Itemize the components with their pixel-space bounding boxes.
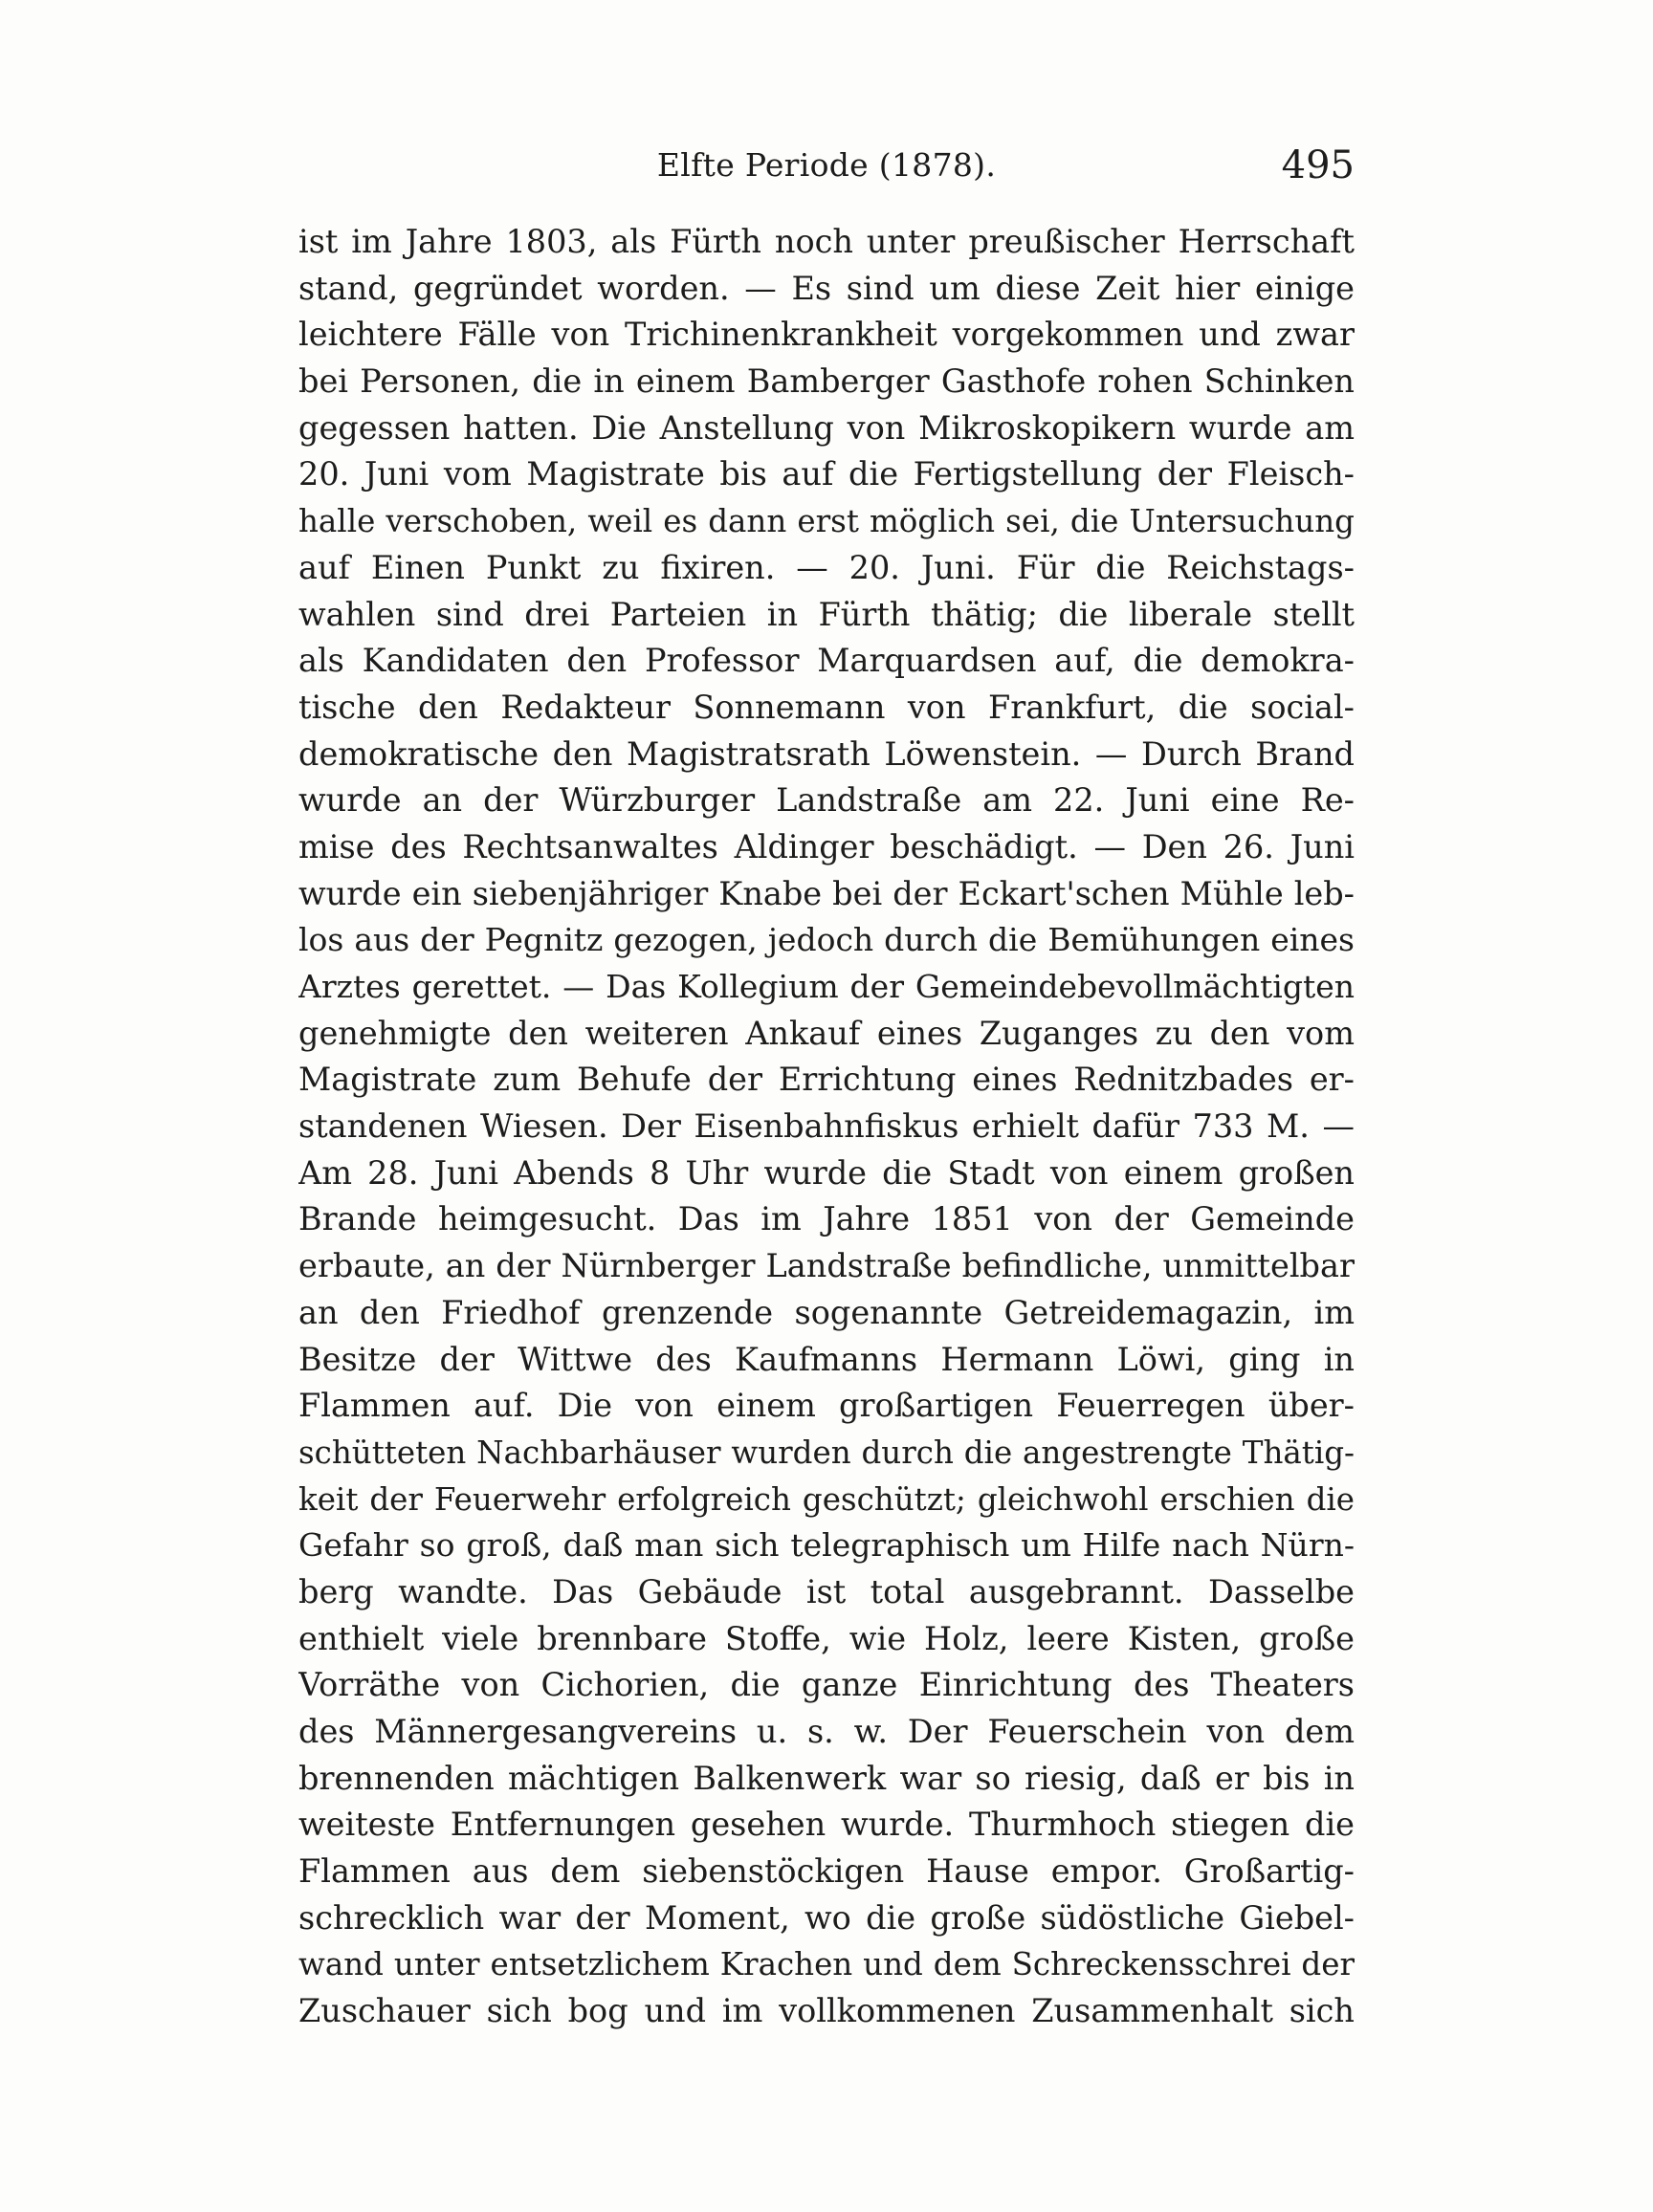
text-line: stand, gegründet worden. — Es sind um diese Zeit hier einige <box>298 269 1355 307</box>
text-line: wahlen sind drei Parteien in Fürth thätig; die liberale stellt <box>298 595 1355 633</box>
text-line: standenen Wiesen. Der Eisenbahnfiskus erhielt dafür 733 M. — <box>298 1107 1355 1146</box>
text-line: brennenden mächtigen Balkenwerk war so riesig, daß er bis in <box>298 1759 1355 1797</box>
text-line: erbaute, an der Nürnberger Landstraße befindliche, unmittelbar <box>298 1247 1355 1285</box>
text-line: schrecklich war der Moment, wo die große südöstliche Giebel- <box>298 1898 1355 1937</box>
text-line: mise des Rechtsanwaltes Aldinger beschädigt. — Den 26. Juni <box>298 827 1355 865</box>
text-line: keit der Feuerwehr erfolgreich geschützt; gleichwohl erschien die <box>298 1480 1355 1518</box>
text-line: an den Friedhof grenzende sogenannte Getreidemagazin, im <box>298 1293 1355 1331</box>
page-number: 495 <box>1281 143 1355 187</box>
text-line: Flammen auf. Die von einem großartigen Feuerregen über- <box>298 1387 1355 1425</box>
text-line: wurde an der Würzburger Landstraße am 22. Juni eine Re- <box>298 781 1355 820</box>
running-head <box>298 142 1355 189</box>
text-line: enthielt viele brennbare Stoffe, wie Holz, leere Kisten, große <box>298 1619 1355 1657</box>
body-text <box>298 219 1355 2035</box>
text-line: schütteten Nachbarhäuser wurden durch die angestrengte Thätig- <box>298 1434 1355 1471</box>
text-line: gegessen hatten. Die Anstellung von Mikroskopikern wurde am <box>298 408 1355 447</box>
text-line: berg wandte. Das Gebäude ist total ausgebrannt. Dasselbe <box>298 1572 1355 1610</box>
text-line: wand unter entsetzlichem Krachen und dem Schreckensschrei der <box>298 1946 1355 1983</box>
text-line: Flammen aus dem siebenstöckigen Hause empor. Großartig- <box>298 1852 1355 1891</box>
text-line: als Kandidaten den Professor Marquardsen auf, die demokra- <box>298 642 1355 680</box>
text-line: Arztes gerettet. — Das Kollegium der Gemeindebevollmächtigten <box>298 968 1355 1005</box>
text-line: los aus der Pegnitz gezogen, jedoch durch die Bemühungen eines <box>298 921 1355 959</box>
running-title: Elfte Periode (1878). <box>656 146 997 184</box>
text-line: Vorräthe von Cichorien, die ganze Einrichtung des Theaters <box>298 1666 1355 1704</box>
text-line: demokratische den Magistratsrath Löwenstein. — Durch Brand <box>298 734 1355 773</box>
text-line: ist im Jahre 1803, als Fürth noch unter preußischer Herrschaft <box>298 223 1355 260</box>
text-line: Besitze der Wittwe des Kaufmanns Hermann Löwi, ging in <box>298 1340 1355 1378</box>
text-line: auf Einen Punkt zu fixiren. — 20. Juni. Für die Reichstags- <box>298 548 1355 586</box>
text-line: leichtere Fälle von Trichinenkrankheit vorgekommen und zwar <box>298 316 1355 354</box>
text-line: Brande heimgesucht. Das im Jahre 1851 von der Gemeinde <box>298 1200 1355 1238</box>
text-line: wurde ein siebenjähriger Knabe bei der Eckart'schen Mühle leb- <box>298 874 1355 912</box>
text-line: bei Personen, die in einem Bamberger Gasthofe rohen Schinken <box>298 362 1355 401</box>
text-line: des Männergesangvereins u. s. w. Der Feuerschein von dem <box>298 1713 1355 1750</box>
text-line: tische den Redakteur Sonnemann von Frankfurt, die social- <box>298 688 1355 726</box>
text-line: Magistrate zum Behufe der Errichtung eines Rednitzbades er- <box>298 1061 1355 1099</box>
text-line: Zuschauer sich bog und im vollkommenen Zusammenhalt sich <box>298 1992 1355 2030</box>
text-line: weiteste Entfernungen gesehen wurde. Thurmhoch stiegen die <box>298 1806 1355 1844</box>
text-line: 20. Juni vom Magistrate bis auf die Fertigstellung der Fleisch- <box>298 455 1355 493</box>
text-line: Gefahr so groß, daß man sich telegraphisch um Hilfe nach Nürn- <box>298 1526 1355 1565</box>
text-line: halle verschoben, weil es dann erst möglich sei, die Untersuchung <box>298 503 1355 540</box>
text-line: Am 28. Juni Abends 8 Uhr wurde die Stadt von einem großen <box>298 1153 1355 1192</box>
text-line: genehmigte den weiteren Ankauf eines Zuganges zu den vom <box>298 1014 1355 1052</box>
